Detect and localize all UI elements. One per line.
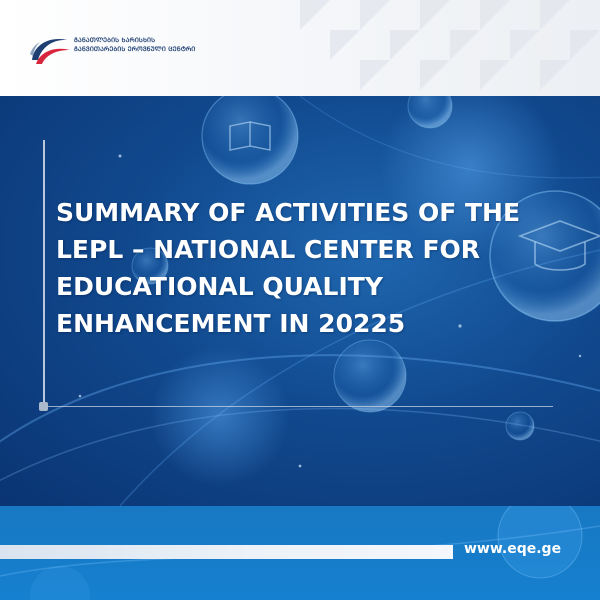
title-line-4: ENHANCEMENT IN 20225 [56,309,406,338]
frame-vertical-line [43,140,45,406]
org-name-line2: ᲒᲐᲜᲕᲘᲗᲐᲠᲔᲑᲘᲡ ᲔᲠᲝᲕᲜᲣᲚᲘ ᲪᲔᲜᲢᲠᲘ [74,45,196,53]
eqe-logo-icon [28,30,72,68]
footer-accent-bar [0,545,453,559]
page-title [56,194,576,342]
frame-horizontal-line [43,406,553,407]
title-line-2: LEPL – NATIONAL CENTER FOR [56,235,481,264]
org-name [74,37,274,54]
org-name-line1: ᲒᲐᲜᲐᲗᲚᲔᲑᲘᲡ ᲮᲐᲠᲘᲡᲮᲘᲡ [74,37,156,44]
header [0,0,600,96]
title-line-1: SUMMARY OF ACTIVITIES OF THE [56,198,521,227]
website-link[interactable]: www.eqe.ge [464,541,562,557]
frame-corner-marker [39,402,48,411]
title-line-3: EDUCATIONAL QUALITY [56,272,383,301]
